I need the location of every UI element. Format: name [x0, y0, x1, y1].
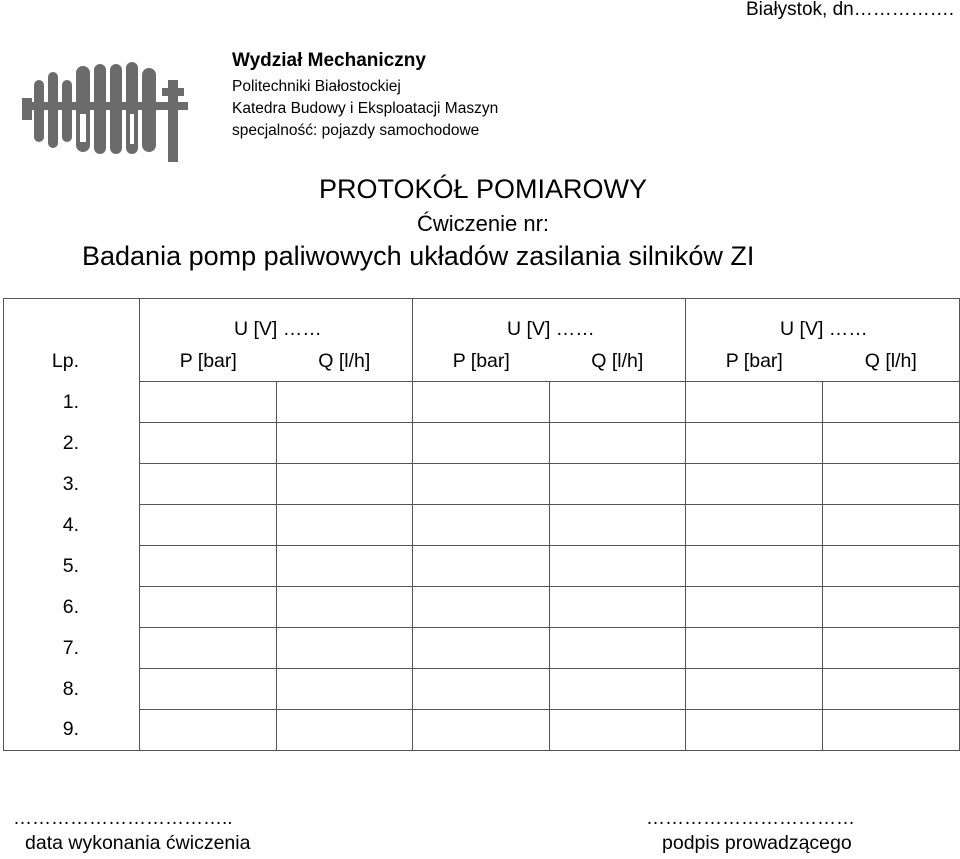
row-number: 3. [4, 464, 140, 505]
measurement-cell[interactable] [550, 382, 686, 423]
table-row [4, 423, 960, 464]
measurement-cell[interactable] [140, 505, 277, 546]
measurement-cell[interactable] [413, 505, 550, 546]
measurement-cell[interactable] [140, 628, 277, 669]
protocol-title: PROTOKÓŁ POMIAROWY [318, 174, 648, 204]
measurement-cell[interactable] [277, 587, 413, 628]
measurement-cell[interactable] [686, 628, 823, 669]
measurement-cell[interactable] [413, 669, 550, 710]
measurement-cell[interactable] [686, 587, 823, 628]
measurement-cell[interactable] [686, 710, 823, 751]
measurement-cell[interactable] [686, 382, 823, 423]
measurement-cell[interactable] [550, 628, 686, 669]
supervisor-label: podpis prowadzącego [662, 832, 852, 854]
row-number: 1. [4, 382, 140, 423]
column-header: Q [l/h] [277, 341, 413, 382]
voltage-group-3: U [V] …… [686, 299, 960, 342]
measurement-cell[interactable] [823, 546, 960, 587]
table-row [4, 382, 960, 423]
voltage-group-1: U [V] …… [140, 299, 413, 342]
measurement-cell[interactable] [823, 669, 960, 710]
measurement-cell[interactable] [686, 669, 823, 710]
university-name: Politechniki Białostockiej [232, 78, 401, 95]
row-number: 7. [4, 628, 140, 669]
measurement-cell[interactable] [823, 587, 960, 628]
department-name: Katedra Budowy i Eksploatacji Maszyn [232, 100, 499, 117]
specialization: specjalność: pojazdy samochodowe [232, 122, 480, 139]
faculty-name: Wydział Mechaniczny [232, 50, 426, 71]
exercise-subject: Badania pomp paliwowych układów zasilania silników ZI [82, 241, 755, 271]
voltage-group-2: U [V] …… [413, 299, 686, 342]
measurement-cell[interactable] [277, 382, 413, 423]
measurement-cell[interactable] [277, 464, 413, 505]
measurement-cell[interactable] [413, 628, 550, 669]
measurement-cell[interactable] [550, 669, 686, 710]
measurement-cell[interactable] [823, 423, 960, 464]
measurement-cell[interactable] [686, 464, 823, 505]
measurement-cell[interactable] [550, 710, 686, 751]
measurement-cell[interactable] [823, 505, 960, 546]
measurement-cell[interactable] [413, 382, 550, 423]
university-logo [22, 58, 188, 162]
measurement-cell[interactable] [140, 423, 277, 464]
measurement-cell[interactable] [277, 669, 413, 710]
date-signature-line: …………………………….. [13, 808, 233, 829]
date-label: data wykonania ćwiczenia [25, 832, 251, 854]
column-header: Q [l/h] [550, 341, 686, 382]
measurement-cell[interactable] [413, 587, 550, 628]
measurement-cell[interactable] [550, 546, 686, 587]
measurement-cell[interactable] [413, 464, 550, 505]
measurement-cell[interactable] [823, 382, 960, 423]
measurement-cell[interactable] [413, 710, 550, 751]
place-date-field: Białystok, dn……………. [746, 0, 954, 20]
measurement-cell[interactable] [413, 546, 550, 587]
measurement-cell[interactable] [277, 423, 413, 464]
measurement-cell[interactable] [277, 505, 413, 546]
measurement-table [3, 298, 960, 751]
column-header: Q [l/h] [823, 341, 960, 382]
measurement-cell[interactable] [823, 464, 960, 505]
measurement-cell[interactable] [277, 628, 413, 669]
row-number: 2. [4, 423, 140, 464]
table-row [4, 628, 960, 669]
table-row [4, 710, 960, 751]
measurement-cell[interactable] [140, 382, 277, 423]
measurement-cell[interactable] [823, 710, 960, 751]
row-number: 8. [4, 669, 140, 710]
table-row [4, 546, 960, 587]
measurement-cell[interactable] [277, 546, 413, 587]
measurement-cell[interactable] [140, 464, 277, 505]
column-header: P [bar] [413, 341, 550, 382]
measurement-cell[interactable] [550, 505, 686, 546]
column-header: P [bar] [140, 341, 277, 382]
measurement-cell[interactable] [550, 423, 686, 464]
row-number: 5. [4, 546, 140, 587]
measurement-cell[interactable] [686, 505, 823, 546]
measurement-cell[interactable] [550, 464, 686, 505]
measurement-cell[interactable] [413, 423, 550, 464]
row-number: 4. [4, 505, 140, 546]
table-row [4, 505, 960, 546]
measurement-cell[interactable] [686, 423, 823, 464]
measurement-cell[interactable] [686, 546, 823, 587]
measurement-cell[interactable] [277, 710, 413, 751]
table-row [4, 669, 960, 710]
measurement-cell[interactable] [140, 669, 277, 710]
column-header: P [bar] [686, 341, 823, 382]
measurement-cell[interactable] [823, 628, 960, 669]
measurement-cell[interactable] [140, 587, 277, 628]
table-row [4, 464, 960, 505]
lp-header: Lp. [4, 341, 140, 382]
lp-header-top [4, 299, 140, 342]
table-row [4, 587, 960, 628]
row-number: 6. [4, 587, 140, 628]
supervisor-signature-line: …………………………… [646, 808, 855, 829]
exercise-number: Ćwiczenie nr: [416, 211, 550, 236]
measurement-cell[interactable] [140, 710, 277, 751]
row-number: 9. [4, 710, 140, 751]
measurement-cell[interactable] [140, 546, 277, 587]
measurement-cell[interactable] [550, 587, 686, 628]
